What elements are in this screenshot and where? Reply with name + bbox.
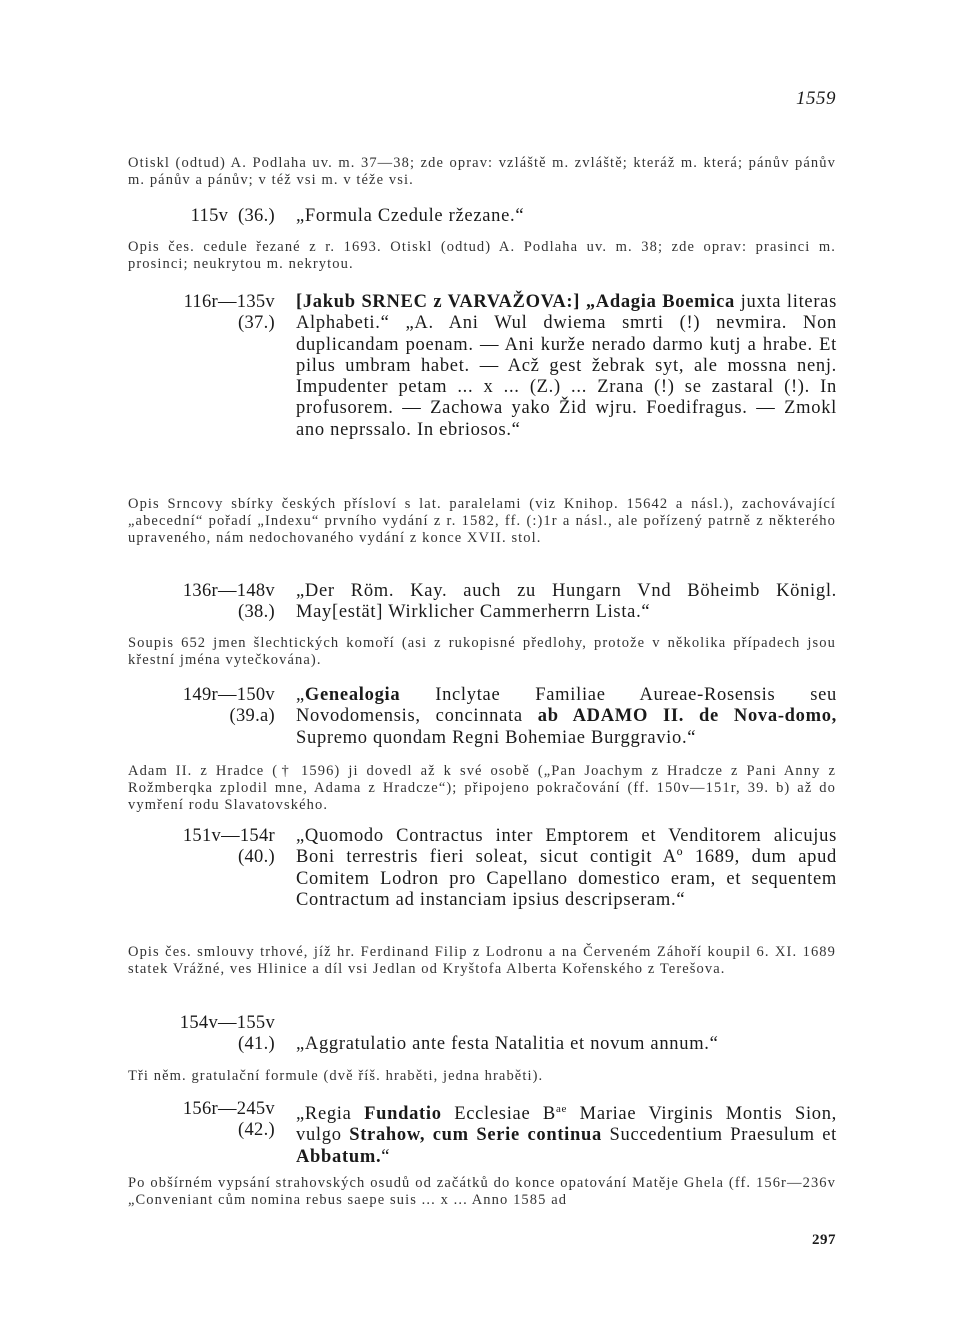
entry-title-bold: „Adagia Boemica	[585, 292, 735, 312]
entry-author: [Jakub SRNEC z VARVAŽOVA:]	[296, 292, 581, 312]
note-paragraph: Opis čes. smlouvy trhové, jíž hr. Ferdinand Filip z Lodronu a na Červeném Záhoří koupil 6. XI. 1689 statek Vrážné, ves Hlinice a díl vsi Jedlan od Kryštofa Alberta Kořenského z Terešova.	[128, 944, 836, 977]
text-part: “	[381, 1146, 391, 1167]
text-part: „Regia	[296, 1104, 365, 1125]
note-paragraph: Tři něm. gratulační formule (dvě říš. hraběti, jedna hraběti).	[128, 1068, 544, 1084]
note-paragraph: Opis čes. cedule řezané z r. 1693. Otiskl (odtud) A. Podlaha uv. m. 38; zde oprav: prasinci m. prosinci; neukrytou m. nekrytou.	[128, 239, 836, 272]
entry-number: (40.)	[238, 847, 275, 867]
folio-range: 149r—150v	[182, 685, 275, 705]
bold-strahow: Strahow, cum Serie continua	[349, 1125, 602, 1146]
folio-range: 151v—154r	[182, 826, 275, 846]
bold-abbatum: Abbatum.	[296, 1146, 382, 1167]
text-part: Inclytae Familiae Aureae-Rosensis seu Novodomensis, concinnata	[296, 685, 837, 727]
entry-number: (38.)	[238, 602, 275, 622]
page-number-top: 1559	[796, 88, 836, 109]
text-part: Mariae Virginis Montis Sion, vulgo	[296, 1104, 838, 1146]
entry-number: (41.)	[238, 1034, 275, 1054]
superscript: ae	[555, 1103, 568, 1115]
folio-range: 136r—148v	[182, 581, 275, 601]
entry-reference	[160, 1099, 275, 1141]
note-paragraph: Adam II. z Hradce († 1596) ji dovedl až k své osobě („Pan Joachym z Hradcze z Pani Anny z Rožmberqka zplodil mne, Adama z Hradcze“); připojeno pokračování (ff. 150v—151r, 39. b) až do vymření rodu Slavatovského.	[128, 763, 836, 813]
folio-range: 115v	[190, 206, 229, 226]
entry-text	[296, 292, 837, 441]
entry-number: (42.)	[238, 1120, 275, 1140]
bold-fundatio: Fundatio	[364, 1104, 442, 1125]
bold-author: ab ADAMO II. de Nova-domo,	[537, 706, 837, 727]
entry-reference	[160, 292, 275, 334]
bold-genealogia: Genealogia	[304, 685, 401, 705]
entry-text	[296, 1099, 837, 1168]
page-number-bottom: 297	[812, 1232, 836, 1248]
folio-range: 154v—155v	[179, 1013, 275, 1033]
note-paragraph: Po obšírném vypsání strahovských osudů od začátků do konce opatování Matěje Ghela (ff. 156r—236v „Conveniant cům nomina rebus saepe suis ... x ... Anno 1585 ad	[128, 1175, 836, 1208]
entry-number: (39.a)	[229, 706, 275, 726]
note-paragraph: Soupis 652 jmen šlechtických komoří (asi z rukopisné předlohy, protože v několika případech jsou křestní jména vytečkována).	[128, 635, 836, 668]
folio-range: 156r—245v	[182, 1099, 275, 1119]
entry-reference	[160, 206, 275, 227]
entry-number: (37.)	[238, 313, 275, 333]
note-paragraph: Opis Srncovy sbírky českých přísloví s lat. paralelami (viz Knihop. 15642 a násl.), zachovávající „abecední“ pořadí „Indexu“ prvního vydání z r. 1582, ff. (:)1r a násl., ale pořízený patrně z některého upraveného, nám nedochovaného vydání z konce XVII. stol.	[128, 496, 836, 546]
entry-text	[296, 685, 837, 749]
entry-body: „A. Ani Wul dwiema smrti (!) nevmira. Non duplicandam poenam. — Ani kurže nerado darmo kutj a hrabe. Et pilus umbram habet. — Acž gest žebrak syt, ale mossna nenj. Impudenter petam ... x ... (Z.) ... Zrana (!) se zastaral (!). In profusorem. — Zachowa yako Žid wjru. Foedifragus. — Zmokl ano neprssalo. In ebriosos.“	[296, 313, 837, 440]
text-part: Succedentium Praesulum et	[601, 1125, 837, 1146]
entry-reference	[160, 581, 275, 623]
folio-range: 116r—135v	[183, 292, 275, 312]
entry-reference	[160, 826, 275, 868]
entry-reference	[160, 685, 275, 727]
text-part: Supremo quondam Regni Bohemiae Burggravio.“	[296, 727, 697, 748]
entry-title: „Quomodo Contractus inter Emptorem et Venditorem alicujus Boni terrestris fieri soleat, sicut contigit Aº 1689, dum apud Comitem Lodron pro Capellano domestico eram, et sequentem Contractum ad instanciam ipsius descripseram.“	[296, 826, 837, 910]
entry-reference	[160, 1013, 275, 1055]
entry-title-rest: juxta literas Alphabeti.“	[296, 292, 837, 334]
text-part: Ecclesiae B	[441, 1104, 556, 1125]
entry-number: (36.)	[238, 206, 275, 226]
entry-title: „Formula Czedule ržezane.“	[296, 206, 525, 226]
entry-title: „Der Röm. Kay. auch zu Hungarn Vnd Böheimb Königl. May[estät] Wirklicher Cammerherrn Lista.“	[296, 581, 837, 623]
entry-title: „Aggratulatio ante festa Natalitia et novum annum.“	[296, 1034, 719, 1054]
note-paragraph: Otiskl (odtud) A. Podlaha uv. m. 37—38; zde oprav: vzláště m. zvláště; kteráž m. která; pánův pánův m. pánův a pánův; v též vsi m. v téže vsi.	[128, 155, 836, 188]
quote-open: „	[296, 685, 305, 705]
